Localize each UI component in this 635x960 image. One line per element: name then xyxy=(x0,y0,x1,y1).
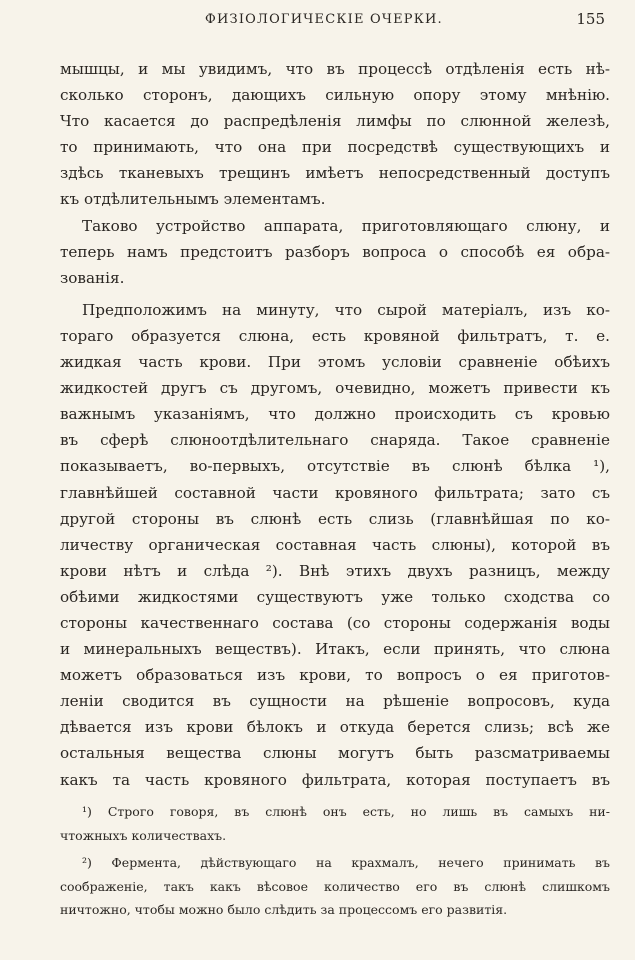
text-line: мышцы, и мы увидимъ, что въ процессѣ отдѣленія есть нѣ- xyxy=(60,60,610,78)
text-line: стороны качественнаго состава (со стороны содержанія воды xyxy=(60,613,610,632)
text-line: дѣвается изъ крови бѣлокъ и откуда берется слизь; всѣ же xyxy=(60,718,610,737)
text-line: леніи сводится въ сущности на рѣшеніе вопросовъ, куда xyxy=(60,692,610,711)
footnote-line: ¹) Строго говоря, въ слюнѣ онъ есть, но лишь въ самыхъ ни- xyxy=(82,804,610,819)
text-line: то принимають, что она при посредствѣ существующихъ и xyxy=(60,138,610,157)
text-line: тораго образуется слюна, есть кровяной фильтратъ, т. е. xyxy=(60,326,610,345)
footnote-1 xyxy=(60,800,610,847)
text-line: Что касается до распредѣленія лимфы по слюнной железѣ, xyxy=(60,112,610,131)
text-line: въ сферѣ слюноотдѣлительнаго снаряда. Такое сравненіе xyxy=(60,431,610,450)
running-header xyxy=(60,10,605,32)
text-line: остальныя вещества слюны могутъ быть разсматриваемы xyxy=(60,744,610,763)
paragraph-1 xyxy=(60,56,610,213)
running-title: ФИЗIОЛОГИЧЕСКIЕ ОЧЕРКИ. xyxy=(205,12,443,27)
text-line: Таково устройство аппарата, приготовляющаго слюну, и xyxy=(82,216,610,235)
text-line: можетъ образоваться изъ крови, то вопросъ о ея приготов- xyxy=(60,666,610,685)
text-line: важнымъ указаніямъ, что должно происходить съ кровью xyxy=(60,405,610,424)
footnote-line: ничтожно, чтобы можно было слѣдить за процессомъ его развитія. xyxy=(60,902,508,917)
footnotes xyxy=(60,800,610,922)
text-line: главнѣйшей составной части кровяного фильтрата; зато съ xyxy=(60,483,610,502)
main-text xyxy=(60,56,610,793)
text-line: обѣими жидкостями существуютъ уже только сходства со xyxy=(60,587,610,606)
text-line: и минеральныхъ веществъ). Итакъ, если принять, что слюна xyxy=(60,640,610,659)
text-line: сколько сторонъ, дающихъ сильную опору этому мнѣнію. xyxy=(60,86,610,105)
text-line: какъ та часть кровяного фильтрата, которая поступаетъ въ xyxy=(60,770,610,789)
text-line: личеству органическая составная часть слюны), которой въ xyxy=(60,535,610,554)
text-line: Предположимъ на минуту, что сырой матеріалъ, изъ ко- xyxy=(82,300,610,319)
paragraph-3 xyxy=(60,297,610,793)
text-line: зованія. xyxy=(60,268,125,287)
text-line: теперь намъ предстоитъ разборъ вопроса о способѣ ея обра- xyxy=(60,242,610,261)
text-line: показываетъ, во-первыхъ, отсутствіе въ слюнѣ бѣлка ¹), xyxy=(60,457,610,476)
text-line: жидкая часть крови. При этомъ условіи сравненіе обѣихъ xyxy=(60,353,610,372)
text-line: жидкостей другъ съ другомъ, очевидно, можетъ привести къ xyxy=(60,379,610,398)
text-line: крови нѣтъ и слѣда ²). Внѣ этихъ двухъ разницъ, между xyxy=(60,561,610,580)
paragraph-2 xyxy=(60,213,610,291)
text-line: къ отдѣлительнымъ элементамъ. xyxy=(60,190,326,209)
footnote-line: чтожныхъ количествахъ. xyxy=(60,827,227,843)
footnote-line: соображеніе, такъ какъ вѣсовое количество его въ слюнѣ слишкомъ xyxy=(60,878,610,894)
footnote-2 xyxy=(60,851,610,922)
text-line: здѣсь тканевыхъ трещинъ имѣетъ непосредственный доступъ xyxy=(60,164,610,183)
footnote-line: ²) Фермента, дѣйствующаго на крахмалъ, нечего принимать въ xyxy=(82,855,610,870)
text-line: другой стороны въ слюнѣ есть слизь (главнѣйшая по ко- xyxy=(60,509,610,528)
page-number: 155 xyxy=(576,10,605,28)
